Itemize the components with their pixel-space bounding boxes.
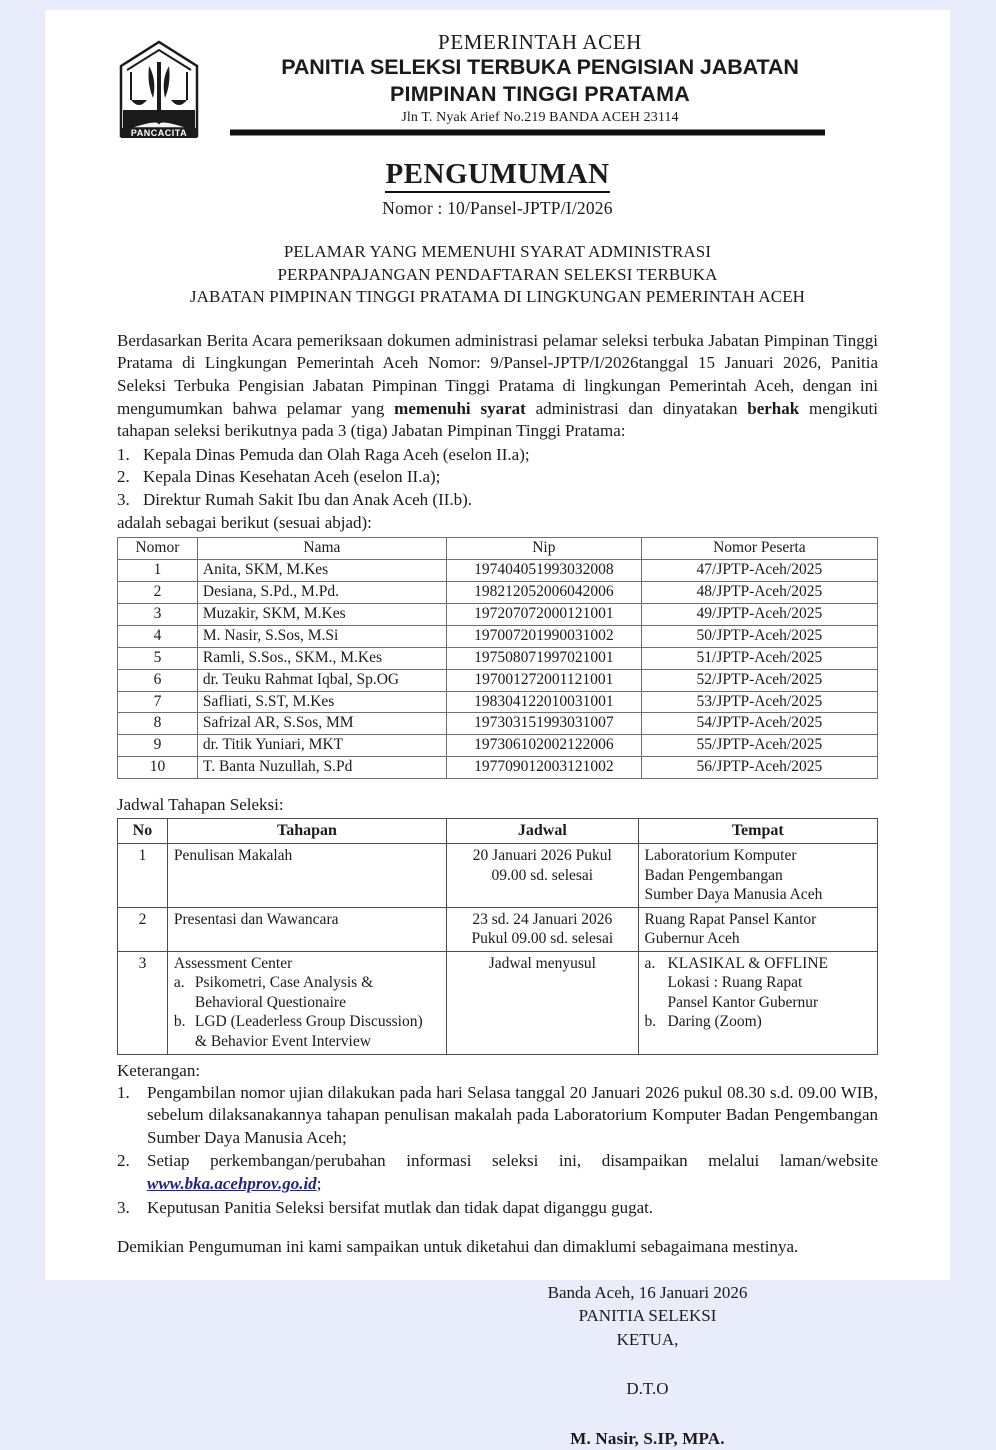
note-text — [147, 1150, 878, 1195]
cell-nama: Safrizal AR, S.Sos, MM — [197, 713, 446, 735]
table-row — [118, 713, 878, 735]
position-number: 1. — [117, 444, 130, 464]
cell-nama: Desiana, S.Pd., M.Pd. — [197, 582, 446, 604]
cell-nomor: 6 — [118, 669, 198, 691]
schedule-table — [117, 818, 878, 1054]
cell-nip: 197306102002122006 — [446, 735, 641, 757]
cell-tempat — [638, 951, 877, 1054]
tempat-sublist — [645, 954, 871, 1032]
column-header-nip: Nip — [446, 538, 641, 560]
tahapan-sublist — [174, 973, 440, 1051]
sub-item-label: b. — [173, 1013, 186, 1031]
cell-nama: dr. Titik Yuniari, MKT — [197, 735, 446, 757]
applicants-table-header-row — [118, 538, 878, 560]
document-subject — [45, 241, 950, 307]
position-list-item — [117, 466, 878, 489]
cell-nomor: 5 — [118, 647, 198, 669]
intro-text-part-1: Berdasarkan Berita Acara pemeriksaan dokumen administrasi pelamar seleksi terbuka Jabatan Pimpinan Tinggi Pratama di Lingkungan Pemerintah Aceh Nomor: 9/Pansel-JPTP/I/2026tanggal 15 Januari 2026, Panitia Seleksi Terbuka Pengisian Jabatan Pimpinan Tinggi Pratama di lingkungan Pemerintah Aceh, dengan ini mengumumkan bahwa pelamar yang — [117, 330, 878, 418]
intro-bold-berhak: berhak — [747, 398, 800, 418]
cell-nomor-peserta: 51/JPTP-Aceh/2025 — [641, 647, 877, 669]
cell-nomor: 10 — [118, 757, 198, 779]
cell-nomor-peserta: 56/JPTP-Aceh/2025 — [641, 757, 877, 779]
sub-item-text — [195, 973, 440, 1012]
tempat-sub-label: a. — [644, 954, 656, 972]
tempat-line-1: Laboratorium Komputer — [644, 847, 797, 865]
signature-place-date: Banda Aceh, 16 Januari 2026 — [547, 1282, 748, 1302]
position-list — [117, 444, 878, 512]
position-text: Kepala Dinas Kesehatan Aceh (eselon II.a); — [143, 467, 441, 487]
cell-tempat — [638, 907, 877, 951]
signature-block — [117, 1281, 878, 1450]
document-title: PENGUMUMAN — [385, 158, 609, 193]
table-row — [118, 757, 878, 779]
cell-nama: T. Banta Nuzullah, S.Pd — [197, 757, 446, 779]
jadwal-line-2: Pukul 09.00 sd. selesai — [471, 930, 614, 948]
note-item — [117, 1150, 878, 1195]
jadwal-line-1: Jadwal menyusul — [488, 954, 596, 972]
sub-item-line-1: LGD (Leaderless Group Discussion) — [194, 1013, 423, 1031]
cell-nama: Muzakir, SKM, M.Kes — [197, 603, 446, 625]
cell-nip: 197709012003121002 — [446, 757, 641, 779]
schedule-row — [118, 907, 878, 951]
signature-dto: D.T.O — [626, 1379, 669, 1399]
table-row — [118, 560, 878, 582]
cell-nomor-peserta: 53/JPTP-Aceh/2025 — [641, 691, 877, 713]
position-number: 3. — [117, 490, 130, 510]
table-row — [118, 691, 878, 713]
column-header-nomor-peserta: Nomor Peserta — [641, 538, 877, 560]
bka-website-link[interactable]: www.bka.acehprov.go.id — [147, 1173, 317, 1193]
position-text: Kepala Dinas Pemuda dan Olah Raga Aceh (eselon II.a); — [143, 444, 530, 464]
tempat-sub-text: Daring (Zoom) — [667, 1013, 762, 1031]
position-list-item — [117, 489, 878, 512]
position-list-item — [117, 444, 878, 467]
cell-nomor: 4 — [118, 625, 198, 647]
note-number: 1. — [117, 1082, 130, 1102]
cell-nip: 197007201990031002 — [446, 625, 641, 647]
cell-nomor: 2 — [118, 582, 198, 604]
cell-nama: Anita, SKM, M.Kes — [197, 560, 446, 582]
cell-nomor-peserta: 52/JPTP-Aceh/2025 — [641, 669, 877, 691]
cell-nomor-peserta: 54/JPTP-Aceh/2025 — [641, 713, 877, 735]
cell-no: 3 — [118, 951, 168, 1054]
column-header-no: No — [118, 819, 168, 844]
note-number: 2. — [117, 1151, 130, 1171]
cell-nomor-peserta: 47/JPTP-Aceh/2025 — [641, 560, 877, 582]
sub-item-label: a. — [173, 974, 185, 992]
sub-item-line-1: Psikometri, Case Analysis & — [194, 974, 374, 992]
jadwal-line-2: 09.00 sd. selesai — [491, 866, 594, 884]
tahapan-title: Presentasi dan Wawancara — [173, 910, 339, 928]
column-header-tempat: Tempat — [638, 819, 877, 844]
tempat-sub-label: b. — [644, 1013, 657, 1031]
tempat-sub-text — [668, 954, 871, 1013]
closing-paragraph: Demikian Pengumuman ini kami sampaikan untuk diketahui dan dimaklumi sebagaimana mestinya. — [117, 1237, 799, 1257]
tempat-sub-item — [645, 1012, 871, 1032]
cell-nomor: 9 — [118, 735, 198, 757]
tempat-sub-item — [645, 954, 871, 1013]
document-page — [45, 10, 950, 1448]
notes-list — [117, 1082, 878, 1220]
sub-item-text — [195, 1012, 440, 1051]
cell-nip: 198304122010031001 — [446, 691, 641, 713]
note-number: 3. — [117, 1197, 130, 1217]
table-row — [118, 735, 878, 757]
column-header-nama: Nama — [197, 538, 446, 560]
tempat-line-1: Ruang Rapat Pansel Kantor — [644, 910, 817, 928]
signature-name: M. Nasir, S.IP, MPA. — [570, 1428, 725, 1448]
cell-tempat — [638, 844, 877, 908]
cell-nip: 197303151993031007 — [446, 713, 641, 735]
cell-nomor: 3 — [118, 603, 198, 625]
tempat-sub-line-2: Lokasi : Ruang Rapat — [667, 974, 803, 992]
cell-nip: 197207072000121001 — [446, 603, 641, 625]
cell-nomor: 8 — [118, 713, 198, 735]
intro-text-part-2: administrasi dan dinyatakan — [525, 398, 748, 418]
letterhead-line-position: PIMPINAN TINGGI PRATAMA — [389, 81, 690, 106]
jadwal-line-1: 20 Januari 2026 Pukul — [472, 847, 612, 865]
cell-nip: 197404051993032008 — [446, 560, 641, 582]
letterhead-line-government: PEMERINTAH ACEH — [438, 30, 642, 54]
tempat-line-2: Gubernur Aceh — [644, 930, 740, 948]
cell-nip: 197508071997021001 — [446, 647, 641, 669]
cell-no: 1 — [118, 844, 168, 908]
cell-tahapan — [167, 907, 446, 951]
tempat-sub-line-1: KLASIKAL & OFFLINE — [667, 954, 828, 972]
intro-bold-memenuhi-syarat: memenuhi syarat — [394, 398, 526, 418]
signature-role: KETUA, — [616, 1329, 679, 1349]
cell-tahapan — [167, 951, 446, 1054]
position-text: Direktur Rumah Sakit Ibu dan Anak Aceh (II.b). — [143, 490, 473, 510]
schedule-row — [118, 951, 878, 1054]
column-header-nomor: Nomor — [118, 538, 198, 560]
cell-nip: 198212052006042006 — [446, 582, 641, 604]
cell-nama: dr. Teuku Rahmat Iqbal, Sp.OG — [197, 669, 446, 691]
note-text-before-link: Setiap perkembangan/perubahan informasi seleksi ini, disampaikan melalui laman/website — [147, 1151, 878, 1171]
sub-item-line-2: Behavioral Questionaire — [194, 993, 346, 1011]
tahapan-sub-item — [174, 973, 440, 1012]
position-number: 2. — [117, 467, 130, 487]
column-header-jadwal: Jadwal — [447, 819, 638, 844]
table-row — [118, 669, 878, 691]
letterhead-line-committee: PANITIA SELEKSI TERBUKA PENGISIAN JABATAN — [281, 54, 799, 79]
title-block — [45, 158, 950, 219]
tahapan-sub-item — [174, 1012, 440, 1051]
document-body — [45, 330, 950, 1450]
cell-nama: Ramli, S.Sos., SKM., M.Kes — [197, 647, 446, 669]
note-text: Pengambilan nomor ujian dilakukan pada hari Selasa tanggal 20 Januari 2026 pukul 08.30 s.d. 09.00 WIB, sebelum dilaksanakannya tahapan penulisan makalah pada Laboratorium Komputer Badan Pengembangan Sumber Daya Manusia Aceh; — [147, 1082, 878, 1147]
schedule-table-header-row — [118, 819, 878, 844]
cell-nomor: 7 — [118, 691, 198, 713]
table-row — [118, 603, 878, 625]
jadwal-line-1: 23 sd. 24 Januari 2026 — [472, 910, 613, 928]
subject-line-2: PERPANPAJANGAN PENDAFTARAN SELEKSI TERBUKA — [277, 264, 718, 284]
note-text-after-link: ; — [316, 1173, 322, 1193]
cell-nip: 197001272001121001 — [446, 669, 641, 691]
subject-line-3: JABATAN PIMPINAN TINGGI PRATAMA DI LINGKUNGAN PEMERINTAH ACEH — [189, 286, 806, 306]
tempat-line-2: Badan Pengembangan — [644, 866, 783, 884]
cell-nomor-peserta: 50/JPTP-Aceh/2025 — [641, 625, 877, 647]
note-item — [117, 1082, 878, 1150]
table-row — [118, 647, 878, 669]
tahapan-title: Penulisan Makalah — [173, 847, 293, 865]
tempat-line-3: Sumber Daya Manusia Aceh — [644, 886, 823, 904]
aceh-crest-logo-icon — [105, 36, 213, 144]
cell-nomor: 1 — [118, 560, 198, 582]
cell-jadwal — [447, 907, 638, 951]
intro-text-part-3: mengikuti tahapan seleksi berikutnya pada 3 (tiga) Jabatan Pimpinan Tinggi Pratama: — [117, 398, 878, 441]
letterhead-divider-rule — [230, 129, 825, 136]
cell-no: 2 — [118, 907, 168, 951]
schedule-row — [118, 844, 878, 908]
tempat-sub-line-3: Pansel Kantor Gubernur — [667, 993, 819, 1011]
applicants-table — [117, 537, 878, 779]
cell-nomor-peserta: 49/JPTP-Aceh/2025 — [641, 603, 877, 625]
signature-committee: PANITIA SELEKSI — [578, 1306, 717, 1326]
cell-tahapan — [167, 844, 446, 908]
tahapan-title: Assessment Center — [173, 954, 293, 972]
column-header-tahapan: Tahapan — [167, 819, 446, 844]
cell-nomor-peserta: 48/JPTP-Aceh/2025 — [641, 582, 877, 604]
cell-nama: Safliati, S.ST, M.Kes — [197, 691, 446, 713]
subject-line-1: PELAMAR YANG MEMENUHI SYARAT ADMINISTRASI — [283, 242, 712, 262]
note-item — [117, 1197, 878, 1220]
letterhead-address: Jln T. Nyak Arief No.219 BANDA ACEH 23114 — [401, 109, 679, 125]
table-row — [118, 582, 878, 604]
letterhead — [45, 26, 950, 138]
cell-nomor-peserta: 55/JPTP-Aceh/2025 — [641, 735, 877, 757]
document-number: Nomor : 10/Pansel-JPTP/I/2026 — [382, 198, 613, 219]
cell-nama: M. Nasir, S.Sos, M.Si — [197, 625, 446, 647]
schedule-label: Jadwal Tahapan Seleksi: — [117, 795, 284, 815]
notes-label: Keterangan: — [117, 1060, 201, 1080]
sub-item-line-2: & Behavior Event Interview — [194, 1033, 371, 1050]
cell-jadwal — [447, 844, 638, 908]
list-intro-text: adalah sebagai berikut (sesuai abjad): — [117, 512, 372, 532]
table-row — [118, 625, 878, 647]
note-text: Keputusan Panitia Seleksi bersifat mutlak dan tidak dapat diganggu gugat. — [147, 1197, 654, 1217]
cell-jadwal — [447, 951, 638, 1054]
crest-motto-text: PANCACITA — [130, 128, 188, 138]
intro-paragraph — [117, 330, 878, 443]
